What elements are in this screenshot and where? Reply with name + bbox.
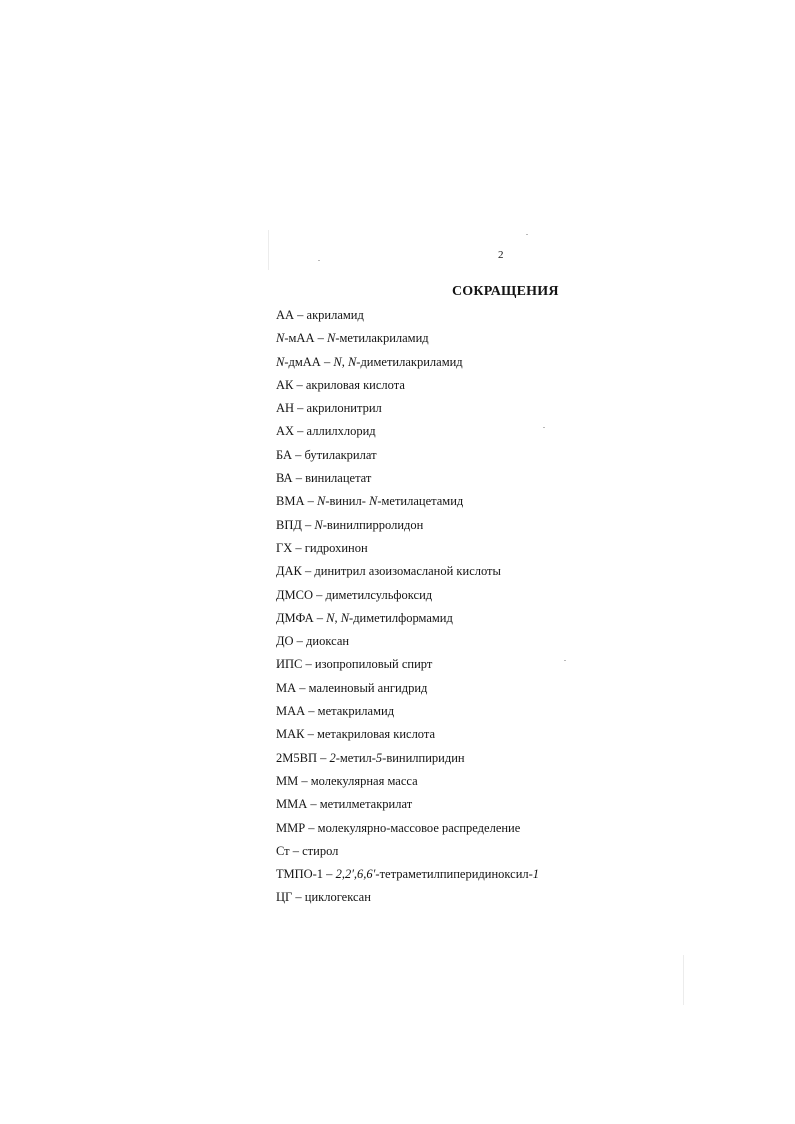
list-item: ДМФА – N, N-диметилформамид [276, 610, 453, 625]
list-item: ИПС – изопропиловый спирт [276, 657, 433, 672]
scan-edge-line [268, 230, 269, 270]
scan-edge-line [683, 955, 684, 1005]
list-item: ММА – метилметакрилат [276, 797, 413, 812]
scan-speck [318, 260, 320, 261]
list-item: АХ – аллилхлорид [276, 424, 376, 439]
abbreviation-list [276, 307, 539, 913]
list-item: Ст – стирол [276, 843, 339, 858]
scan-speck [543, 427, 545, 428]
list-item: N-мАА – N-метилакриламид [276, 331, 429, 346]
list-item: ММР – молекулярно-массовое распределение [276, 820, 521, 835]
list-item: ММ – молекулярная масса [276, 773, 418, 788]
page-number: 2 [498, 249, 504, 261]
list-item: ДО – диоксан [276, 634, 350, 649]
list-item: N-дмАА – N, N-диметилакриламид [276, 354, 463, 369]
list-item: ВА – винилацетат [276, 471, 372, 486]
list-item: ДАК – динитрил азоизомасланой кислоты [276, 564, 501, 579]
list-item: ВМА – N-винил- N-метилацетамид [276, 494, 464, 509]
list-item: МАК – метакриловая кислота [276, 727, 436, 742]
list-item: ГХ – гидрохинон [276, 540, 368, 555]
list-item: АН – акрилонитрил [276, 401, 382, 416]
list-item: АА – акриламид [276, 308, 364, 322]
list-item: ТМПО-1 – 2,2′,6,6′-тетраметилпиперидиноксил-1 [276, 867, 540, 882]
list-item: 2М5ВП – 2-метил-5-винилпиридин [276, 750, 465, 765]
list-item: ВПД – N-винилпирролидон [276, 517, 424, 532]
list-item: БА – бутилакрилат [276, 447, 377, 462]
list-item: МАА – метакриламид [276, 704, 395, 719]
list-item: ДМСО – диметилсульфоксид [276, 587, 433, 602]
list-item: АК – акриловая кислота [276, 377, 405, 392]
scan-speck [526, 234, 528, 235]
page-title: СОКРАЩЕНИЯ [452, 284, 559, 299]
list-item: ЦГ – циклогексан [276, 890, 371, 905]
scan-speck [564, 660, 566, 661]
list-item: МА – малеиновый ангидрид [276, 680, 428, 695]
